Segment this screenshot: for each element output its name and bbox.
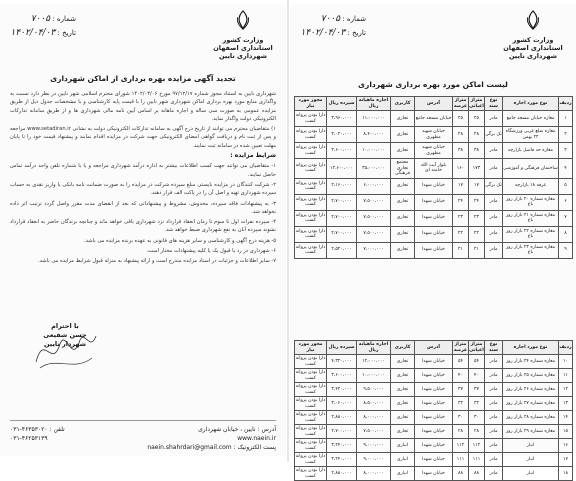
table-row [295, 111, 573, 127]
column-header: متراژ عرصه [453, 342, 468, 353]
address-cell: خیابان شهدا [415, 453, 453, 467]
address-cell: خیابان شهدا [415, 194, 453, 210]
address-cell: خیابان شهدا [415, 425, 453, 439]
letter-date: ۱۴۰۲/۰۴/۰۳ [300, 28, 346, 38]
letterhead [208, 10, 278, 60]
column-header: متراژ اعیانی [469, 342, 484, 353]
letter-number: ۷۰۰۵ [320, 14, 341, 24]
deed-type-cell: مادر [485, 425, 503, 439]
notice-body [10, 90, 276, 268]
table-row [295, 467, 573, 481]
table-row [295, 397, 573, 411]
column-header: اجاره ماهیانه ریال [357, 341, 391, 355]
land-area-cell: ۳۰ [453, 411, 469, 425]
land-area-cell: ۴۰ [453, 369, 469, 383]
condition-3: ۳- به پیشنهادات فاقد سپرده، مخدوش، مشروط و پیشنهاداتی که بعد از انقضای مدت مقرر واصل گردد ترتیب اثر داده نخواهد شد. [10, 200, 276, 215]
column-header: اجاره ماهیانه ریال [357, 97, 391, 111]
required-permit-cell: دارا بودن پروانه کسب [295, 370, 326, 381]
address-cell: خیابان شهدا [415, 178, 453, 194]
required-permit-cell: دارا بودن پروانه کسب [295, 412, 326, 423]
row-number-cell: ۴ [559, 159, 573, 179]
conditions-title: شرایط مزایده : [230, 152, 276, 160]
land-area-cell: ۲۸ [453, 127, 469, 143]
property-list-page [290, 4, 576, 479]
province-name: استانداری اصفهان [213, 44, 273, 52]
required-permit-cell: دارا بودن پروانه کسب [295, 384, 326, 395]
address-cell: خیابان شهدا [415, 439, 453, 453]
deed-type-cell: مادر [485, 383, 503, 397]
monthly-rent-cell: ۱۰،۰۰۰،۰۰۰ [357, 369, 391, 383]
list-title: لیست اماکن مورد بهره برداری شهرداری [358, 80, 508, 89]
row-number-cell: ۱۱ [559, 369, 573, 383]
land-area-cell: ۲۳ [453, 210, 469, 226]
deed-type-cell: مادر [485, 210, 503, 226]
deed-type-cell: مادر [485, 194, 503, 210]
letter-number: ۷۰۰۵ [30, 14, 51, 24]
row-number-cell: ۱۸ [559, 467, 573, 481]
deposit-cell: ۲،۷۰۰،۰۰۰ [327, 210, 357, 226]
usage-cell: تجاری [391, 397, 415, 411]
monthly-rent-cell: ۷،۵۰۰،۰۰۰ [357, 226, 391, 242]
building-area-cell: ۵۴ [469, 355, 485, 369]
usage-cell: تجاری [391, 178, 415, 194]
row-number-cell: ۱۲ [559, 383, 573, 397]
signature-block [30, 322, 100, 378]
row-number-cell: ۵ [559, 178, 573, 194]
usage-cell: تجاری [391, 425, 415, 439]
deposit-cell: ۲،۸۸۰،۰۰۰ [327, 467, 357, 481]
table-row [295, 439, 573, 453]
deposit-cell: ۳،۶۰۰،۰۰۰ [327, 143, 357, 159]
address-cell: خیابان شهید مطهری [415, 127, 453, 143]
notice-page [0, 4, 286, 456]
required-permit-cell: دارا بودن پروانه کسب [295, 143, 327, 159]
building-area-cell: ۳۸ [469, 143, 485, 159]
address-cell: خیابان شهدا [415, 226, 453, 242]
table-header-row [295, 341, 573, 355]
usage-cell: تجاری [391, 242, 415, 258]
lease-item-cell: مغازه حد فاصل بازارچه [503, 143, 559, 159]
row-number-cell: ۲ [559, 127, 573, 143]
required-permit-cell: دارا بودن پروانه کسب [295, 440, 326, 451]
table-row [295, 369, 573, 383]
usage-cell: تجاری [391, 210, 415, 226]
building-area-cell: ۱۱۱ [469, 453, 485, 467]
address-cell: خیابان شهدا [415, 467, 453, 481]
building-area-cell: ۲۸ [469, 425, 485, 439]
row-number-cell: ۸ [559, 226, 573, 242]
column-header: متراژ اعیانی [469, 98, 484, 109]
land-area-cell: ۲۴ [453, 194, 469, 210]
deed-type-cell: مادر [485, 453, 503, 467]
table-row [295, 242, 573, 258]
lease-item-cell: مغازه شماره ۲۷ بازار روز [503, 397, 559, 411]
land-area-cell: ۱۷ [453, 178, 469, 194]
column-header: ردیف [559, 97, 573, 111]
row-number-cell: ۱۵ [559, 425, 573, 439]
usage-cell: تجاری [391, 143, 415, 159]
required-permit-cell: دارا بودن پروانه کسب [295, 426, 326, 437]
deposit-cell: ۲،۷۰۰،۰۰۰ [327, 425, 357, 439]
required-permit-cell: دارا بودن پروانه کسب [295, 111, 327, 127]
footer-email[interactable]: naein.shahrdari@gmail.com [147, 444, 232, 451]
monthly-rent-cell: ۶،۰۰۰،۰۰۰ [357, 178, 391, 194]
property-table-1 [294, 96, 573, 259]
address-cell: خیابان شهید مطهری [415, 143, 453, 159]
condition-4: ۴- سپرده نفرات اول تا سوم تا زمان انعقاد قرارداد نزد شهرداری باقی خواهد ماند و چنانچه برندگان حاضر به انعقاد قرارداد نشوند سپرده آنان به نفع شهرداری ضبط خواهد شد. [10, 219, 276, 234]
table-row [295, 411, 573, 425]
lease-item-cell: مغازه شماره ۲۳ بازار روز باغ [503, 242, 559, 258]
column-header: نوع سند [485, 97, 503, 111]
address-cell: خیابان شهدا [415, 242, 453, 258]
deed-type-cell: تک برگی [485, 178, 503, 194]
building-area-cell: ۱۷ [469, 178, 485, 194]
monthly-rent-cell: ۷،۵۰۰،۰۰۰ [357, 425, 391, 439]
email-label: پست الکترونیک : [233, 444, 276, 451]
usage-cell: انباری [391, 439, 415, 453]
usage-cell: انباری [391, 453, 415, 467]
land-area-cell: ۵۴ [453, 355, 469, 369]
ministry-name: وزارت کشور [512, 36, 554, 44]
column-header: سپرده ریال [327, 97, 357, 111]
building-area-cell: ۲۱ [469, 242, 485, 258]
land-area-cell: ۱۶۰ [453, 159, 469, 179]
deed-type-cell: مادر [485, 143, 503, 159]
table-row [295, 453, 573, 467]
deed-type-cell: مادر [485, 369, 503, 383]
column-header: نوع سند [485, 341, 503, 355]
table-row [295, 178, 573, 194]
lease-item-cell: انبار [503, 453, 559, 467]
row-number-cell: ۱۶ [559, 439, 573, 453]
lease-item-cell: مغازه شماره ۲۶ بازار روز [503, 383, 559, 397]
monthly-rent-cell: ۱۱،۰۰۰،۰۰۰ [357, 111, 391, 127]
address-cell: بلوار آیت الله خامنه ای [415, 159, 453, 179]
building-area-cell: ۲۴ [469, 194, 485, 210]
table-header-row [295, 97, 573, 111]
footer-address: آدرس : نایین ، خیابان شهرداری [198, 426, 276, 433]
deed-type-cell: مادر [485, 467, 503, 481]
land-area-cell: ۲۲ [453, 226, 469, 242]
building-area-cell: ۳۷ [469, 383, 485, 397]
address-cell: خیابان شهدا [415, 411, 453, 425]
usage-cell: تجاری [391, 411, 415, 425]
lease-item-cell: مغازه شماره ۲۱ بازار روز باغ [503, 210, 559, 226]
deed-type-cell: مادر [485, 226, 503, 242]
land-area-cell: ۳۸ [453, 143, 469, 159]
lease-item-cell: مغازه شماره ۲۹ بازار روز [503, 425, 559, 439]
letter-meta [296, 12, 366, 40]
row-number-cell: ۱۴ [559, 411, 573, 425]
land-area-cell: ۱۱۲ [453, 439, 469, 453]
deposit-cell: ۲،۸۸۰،۰۰۰ [327, 411, 357, 425]
table-row [295, 194, 573, 210]
notice-title: تجدید آگهی مزایده بهره برداری از اماکن شهرداری [50, 74, 236, 83]
usage-cell: تجاری [391, 355, 415, 369]
required-permit-cell: دارا بودن پروانه کسب [295, 127, 327, 143]
table-row [295, 127, 573, 143]
required-permit-cell: دارا بودن پروانه کسب [295, 226, 327, 242]
usage-cell: انباری [391, 467, 415, 481]
deposit-cell: ۳،۰۲۰،۰۰۰ [327, 127, 357, 143]
footer-fax: ۰۳۱-۴۶۲۵۳۱۳۹ [10, 435, 48, 442]
monthly-rent-cell: ۷،۵۰۰،۰۰۰ [357, 210, 391, 226]
monthly-rent-cell: ۷،۵۰۰،۰۰۰ [357, 194, 391, 210]
building-area-cell: ۲۵ [469, 111, 485, 127]
usage-cell: تجاری [391, 383, 415, 397]
land-area-cell: ۳۲ [453, 397, 469, 411]
footer-website[interactable]: www.naein.ir [237, 435, 276, 442]
deposit-cell: ۲،۱۶۰،۰۰۰ [327, 178, 357, 194]
condition-7: ۷- سایر اطلاعات و جزئیات در اسناد مزایده مندرج است و ارائه پیشنهاد به منزله قبول شرایط مزایده می باشد. [37, 258, 276, 265]
lease-item-cell: مغازه ضلع غربی ورزشگاه ۲۲ بهمن [503, 127, 559, 143]
item-1: ۱) متقاضیان محترم می توانند از تاریخ درج آگهی به سامانه تدارکات الکترونیکی دولت به نشانی www.setadiran.ir مراجعه و پس از ثبت نام و دریافت گواهی امضای الکترونیکی جهت شرکت در مزایده اقدام نمایند و پیشنهاد قیمت خود را تا پایان مهلت تعیین شده در سامانه ثبت نمایند. [10, 126, 276, 149]
deed-type-cell: تک برگی [485, 127, 503, 143]
building-area-cell: ۴۰ [469, 369, 485, 383]
address-cell: خیابان شهدا [415, 397, 453, 411]
letter-date: ۱۴۰۲/۰۴/۰۳ [10, 28, 56, 38]
column-header: کاربری [391, 341, 415, 355]
number-label: شماره : [52, 15, 76, 23]
ministry-name: وزارت کشور [222, 36, 264, 44]
column-header: متراژ عرصه [453, 98, 468, 109]
deposit-cell: ۳،۶۰۰،۰۰۰ [327, 369, 357, 383]
deposit-cell: ۴،۳۲۰،۰۰۰ [327, 355, 357, 369]
emblem-icon [234, 10, 252, 30]
emblem-icon [524, 10, 542, 30]
land-area-cell: ۳۷ [453, 383, 469, 397]
monthly-rent-cell: ۸،۴۰۰،۰۰۰ [357, 127, 391, 143]
row-number-cell: ۱ [559, 111, 573, 127]
address-cell: خیابان مسجد جامع [415, 111, 453, 127]
deed-type-cell: مادر [485, 411, 503, 425]
table-row [295, 159, 573, 179]
required-permit-cell: دارا بودن پروانه کسب [295, 178, 327, 194]
column-header: سپرده ریال [327, 341, 357, 355]
table-row [295, 425, 573, 439]
monthly-rent-cell: ۱۲،۰۰۰،۰۰۰ [357, 355, 391, 369]
monthly-rent-cell: ۸،۰۰۰،۰۰۰ [357, 467, 391, 481]
monthly-rent-cell: ۸،۰۰۰،۰۰۰ [357, 411, 391, 425]
required-permit-cell: دارا بودن پروانه کسب [295, 468, 326, 479]
letter-footer [10, 420, 276, 452]
table-row [295, 143, 573, 159]
deed-type-cell: مادر [485, 439, 503, 453]
building-area-cell: ۱۱۲ [469, 439, 485, 453]
address-cell: خیابان شهدا [415, 210, 453, 226]
lease-item-cell: مغازه خیابان مسجد جامع [503, 111, 559, 127]
row-number-cell: ۹ [559, 242, 573, 258]
usage-cell: تجاری [391, 369, 415, 383]
land-area-cell: ۲۱ [453, 242, 469, 258]
municipality-name: شهرداری نایین [218, 52, 268, 60]
address-cell: خیابان شهدا [415, 355, 453, 369]
required-permit-cell: دارا بودن پروانه کسب [295, 242, 327, 258]
required-permit-cell: دارا بودن پروانه کسب [295, 356, 326, 367]
monthly-rent-cell: ۳۵،۰۰۰،۰۰۰ [357, 159, 391, 179]
lease-item-cell: مغازه شماره ۲۰ بازار روز باغ [503, 194, 559, 210]
building-area-cell: ۱۷۳ [469, 159, 485, 179]
province-name: استانداری اصفهان [503, 44, 563, 52]
building-area-cell: ۲۲ [469, 226, 485, 242]
deed-type-cell: مادر [485, 111, 503, 127]
required-permit-cell: دارا بودن پروانه کسب [295, 194, 327, 210]
deposit-cell: ۳،۲۴۰،۰۰۰ [327, 439, 357, 453]
page-divider [287, 0, 289, 462]
deposit-cell: ۳،۹۶۰،۰۰۰ [327, 111, 357, 127]
letterhead [498, 10, 568, 60]
condition-5: ۵- هزینه درج آگهی و کارشناسی و سایر هزینه های قانونی به عهده برنده مزایده می باشد. [83, 237, 276, 244]
sign-greeting: با احترام [51, 322, 79, 330]
monthly-rent-cell: ۷،۰۰۰،۰۰۰ [357, 242, 391, 258]
land-area-cell: ۸۸ [453, 467, 469, 481]
lease-item-cell: غرفه ۱۸ بازارچه [503, 178, 559, 194]
row-number-cell: ۱۰ [559, 355, 573, 369]
table-row [295, 383, 573, 397]
deed-type-cell: مادر [485, 355, 503, 369]
column-header: ردیف [559, 341, 573, 355]
date-label: تاریخ : [347, 29, 366, 37]
row-number-cell: ۱۷ [559, 453, 573, 467]
row-number-cell: ۱۳ [559, 397, 573, 411]
monthly-rent-cell: ۹،۵۰۰،۰۰۰ [357, 383, 391, 397]
land-area-cell: ۱۱۱ [453, 453, 469, 467]
letter-meta [6, 12, 76, 40]
monthly-rent-cell: ۱۰،۰۰۰،۰۰۰ [357, 143, 391, 159]
condition-2: ۲- شرکت کنندگان در مزایده بایستی مبلغ سپرده شرکت در مزایده را به صورت ضمانت نامه بانکی یا واریز نقدی به حساب سپرده شهرداری تهیه و اصل آن را در پاکت الف قرار دهند. [10, 181, 276, 197]
row-number-cell: ۷ [559, 210, 573, 226]
required-permit-cell: دارا بودن پروانه کسب [295, 159, 327, 179]
deposit-cell: ۱۲،۶۰۰،۰۰۰ [327, 159, 357, 179]
condition-6: ۶- شهرداری در رد یا قبول یک یا کلیه پیشنهادات مختار است. [146, 248, 276, 255]
condition-1: ۱- متقاضیان می توانند جهت کسب اطلاعات بیشتر به اداره درآمد شهرداری مراجعه و یا با شماره تلفن واحد درآمد تماس حاصل نمایند. [10, 163, 276, 178]
column-header: کاربری [391, 97, 415, 111]
usage-cell: تجاری [391, 194, 415, 210]
column-header: مجوز مورد نیاز [295, 97, 327, 111]
deed-type-cell: مادر [485, 242, 503, 258]
deed-type-cell: مادر [485, 397, 503, 411]
row-number-cell: ۳ [559, 143, 573, 159]
table-row [295, 355, 573, 369]
lease-item-cell: مغازه شماره ۲۲ بازار روز باغ [503, 226, 559, 242]
usage-cell: مجتمع تجاری فرهنگی [391, 159, 415, 179]
deed-type-cell: مادر [485, 159, 503, 179]
building-area-cell: ۳۰ [469, 411, 485, 425]
row-number-cell: ۶ [559, 194, 573, 210]
deposit-cell: ۳،۰۶۰،۰۰۰ [327, 397, 357, 411]
usage-cell: تجاری [391, 127, 415, 143]
lease-item-cell: مغازه شماره ۲۵ بازار روز [503, 369, 559, 383]
footer-phone: تلفن : ۴۶۳۵۳۰۲۰-۰۳۱ [10, 426, 65, 433]
lease-item-cell: ساختمان فرهنگی و آموزشی [503, 159, 559, 179]
number-label: شماره : [342, 15, 366, 23]
table-row [295, 226, 573, 242]
column-header: مجوز مورد نیاز [295, 341, 327, 355]
property-table-2 [294, 340, 573, 481]
building-area-cell: ۳۲ [469, 397, 485, 411]
column-header: نوع مورد اجاره [503, 341, 559, 355]
lease-item-cell: انبار [503, 467, 559, 481]
municipality-name: شهرداری نایین [508, 52, 558, 60]
building-area-cell: ۲۳ [469, 210, 485, 226]
monthly-rent-cell: ۹،۰۰۰،۰۰۰ [357, 439, 391, 453]
deposit-cell: ۲،۷۰۰،۰۰۰ [327, 194, 357, 210]
address-cell: خیابان شهدا [415, 369, 453, 383]
required-permit-cell: دارا بودن پروانه کسب [295, 454, 326, 465]
building-area-cell: ۲۸ [469, 127, 485, 143]
monthly-rent-cell: ۸،۵۰۰،۰۰۰ [357, 397, 391, 411]
required-permit-cell: دارا بودن پروانه کسب [295, 210, 327, 226]
signer-title: شهردار نایین [43, 340, 87, 348]
deposit-cell: ۲،۷۰۰،۰۰۰ [327, 226, 357, 242]
deposit-cell: ۳،۴۲۰،۰۰۰ [327, 383, 357, 397]
column-header: نوع مورد اجاره [503, 97, 559, 111]
intro-paragraph: شهرداری نایین به استناد مجوز شماره ۹۷/۱۲/۱۷ مورخ ۱۴۰۲/۰۳/۰۶ شورای محترم اسلامی شهر نایین در نظر دارد نسبت به واگذاری منابع مورد بهره برداری اماکن شهرداری شهر نایین را با قیمت پایه کارشناسی و با مشخصات جدول ذیل از طریق مزایده عمومی به صورت سی ساله و اجاره ماهانه بر اساس آیین نامه مالی شهرداری ها و از طریق سامانه تدارکات الکترونیکی دولت واگذار نماید. [10, 91, 276, 122]
deposit-cell: ۲،۵۲۰،۰۰۰ [327, 242, 357, 258]
lease-item-cell: مغازه شماره ۲۸ بازار روز [503, 411, 559, 425]
address-cell: خیابان شهدا [415, 383, 453, 397]
lease-item-cell: انبار [503, 439, 559, 453]
usage-cell: تجاری [391, 226, 415, 242]
land-area-cell: ۲۵ [453, 111, 469, 127]
monthly-rent-cell: ۹،۰۰۰،۰۰۰ [357, 453, 391, 467]
column-header: آدرس [415, 341, 453, 355]
usage-cell: تجاری [391, 111, 415, 127]
required-permit-cell: دارا بودن پروانه کسب [295, 398, 326, 409]
date-label: تاریخ : [57, 29, 76, 37]
lease-item-cell: مغازه شماره ۲۴ بازار روز [503, 355, 559, 369]
signer-name: حسن شفیعی [43, 331, 87, 339]
column-header: آدرس [415, 97, 453, 111]
land-area-cell: ۲۸ [453, 425, 469, 439]
deposit-cell: ۳،۲۴۰،۰۰۰ [327, 453, 357, 467]
building-area-cell: ۸۸ [469, 467, 485, 481]
table-row [295, 210, 573, 226]
